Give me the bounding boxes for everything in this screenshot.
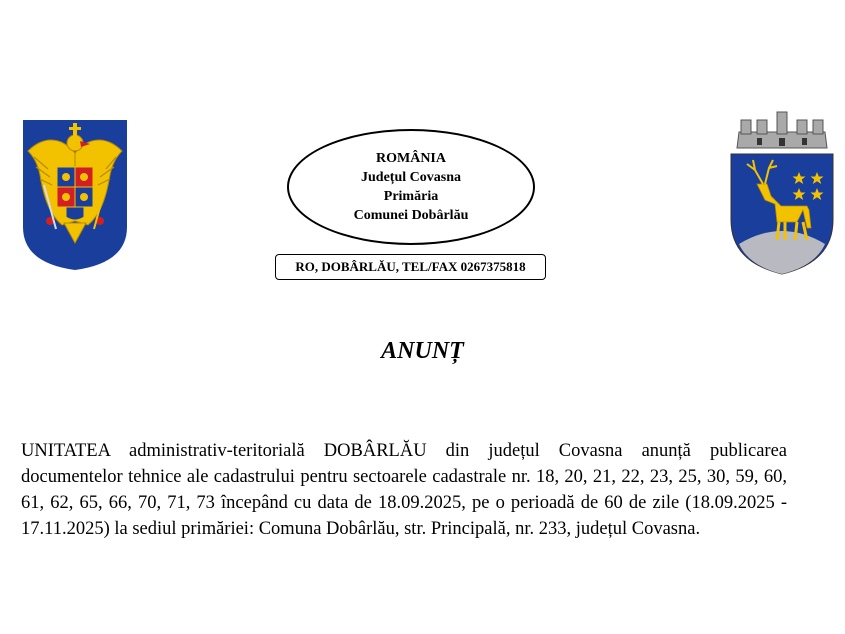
header-institution: Primăria: [383, 189, 439, 204]
romania-coat-of-arms-icon: [20, 117, 130, 273]
dobarlau-coat-of-arms-icon: [727, 110, 837, 278]
contact-address-box: RO, DOBÂRLĂU, TEL/FAX 0267375818: [275, 254, 546, 280]
header-commune: Comunei Dobârlău: [353, 208, 469, 223]
header-county: Județul Covasna: [361, 170, 461, 185]
institution-header-oval: [287, 129, 535, 245]
announcement-title: ANUNȚ: [381, 338, 464, 364]
header-country: ROMÂNIA: [376, 151, 446, 166]
announcement-body: UNITATEA administrativ-teritorială DOBÂRLĂU din județul Covasna anunță publicarea documentelor tehnice ale cadastrului pentru sectoarele cadastrale nr. 18, 20, 21, 22, 23, 25, 30, 59, 60, 61, 62, 65, 66, 70, 71, 73 începând cu data de 18.09.2025, pe o perioadă de 60 de zile (18.09.2025 - 17.11.2025) la sediul primăriei: Comuna Dobârlău, str. Principală, nr. 233, județul Covasna.: [21, 441, 787, 539]
